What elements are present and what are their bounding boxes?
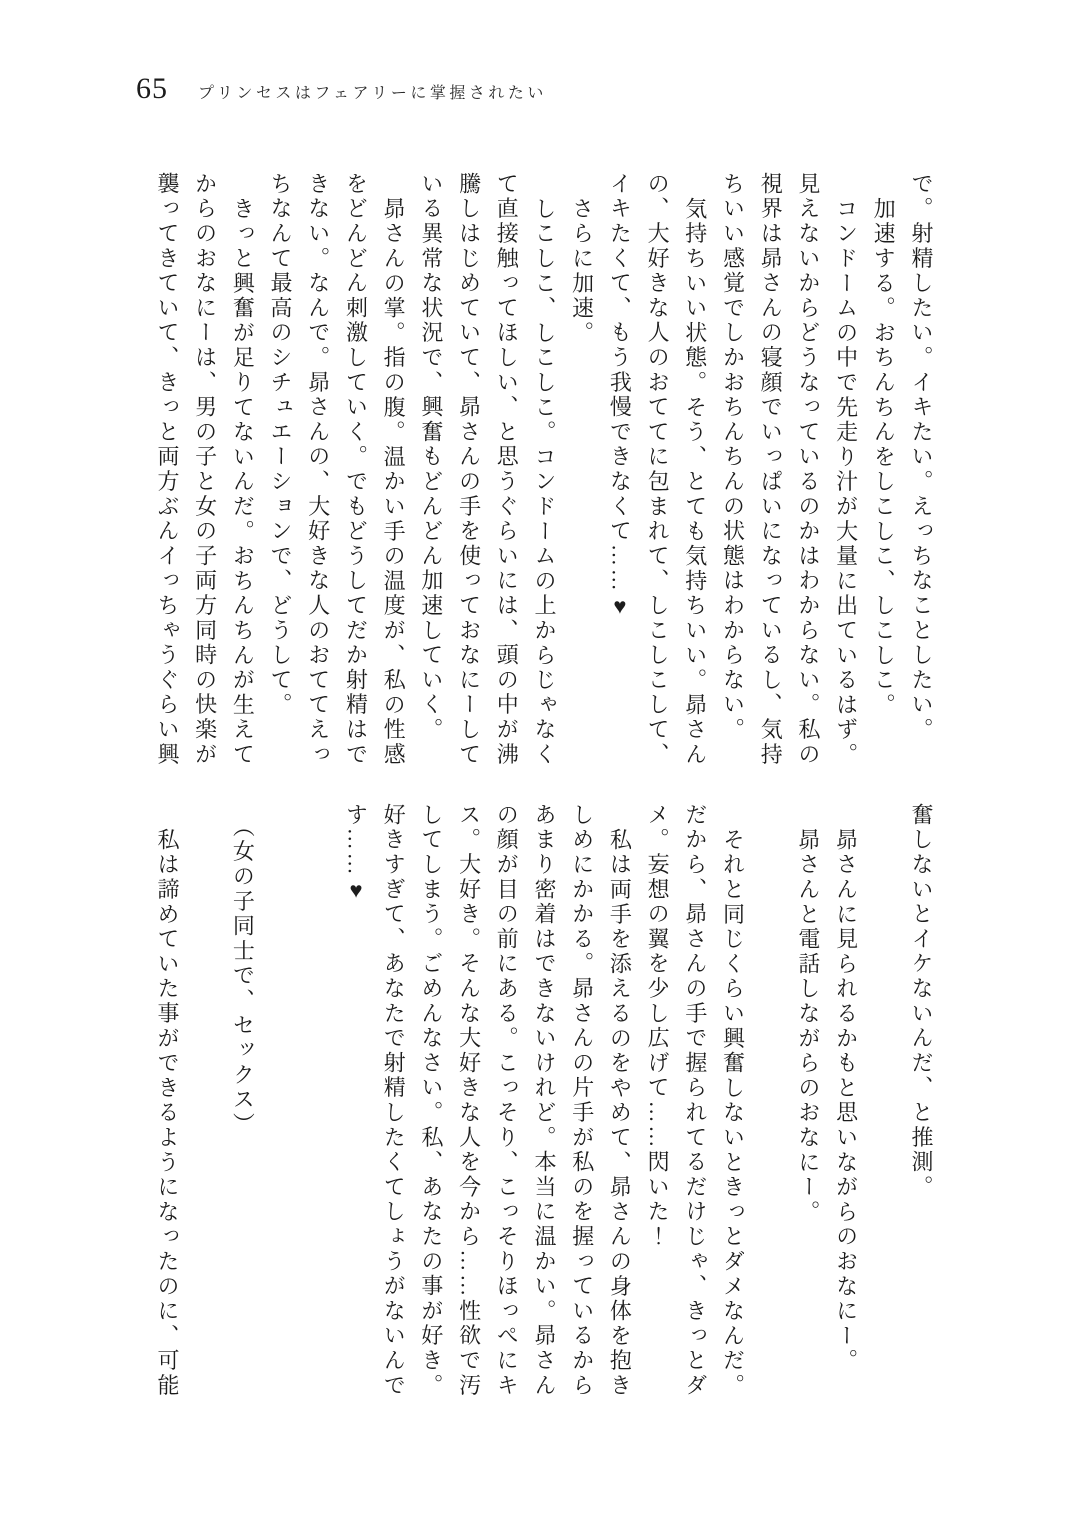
paragraph-aside: （女の子同士で、セックス） — [230, 815, 256, 1138]
paragraph: さらに加速。 — [569, 197, 595, 346]
paragraph: それと同じくらい興奮しないときっとダメなんだ。だから、昴さんの手で握られてるだけじゃ、きっとダメ。妄想の翼を少し広げて……閃いた！ — [645, 803, 746, 1399]
paragraph: 私は両手を添えるのをやめて、昴さんの身体を抱きしめにかかる。昴さんの片手が私のを握っているからあまり密着はできないけれど。本当に温かい。昴さんの顔が目の前にある。こっそり、こっそりほっぺにキス。大好き。そんな大好きな人を今から……性欲で汚してしまう。ごめんなさい。私、あなたの事が好き。好きすぎて、あなたで射精したくてしょうがないんです……♥ — [343, 803, 633, 1399]
paragraph: しこしこ、しこしこ。コンドームの上からじゃなくて直接触ってほしい、と思うぐらいには、頭の中が沸騰しはじめていて、昴さんの手を使っておなにーしている異常な状況で、興奮もどんどん加速していく。 — [418, 172, 557, 768]
lower-text-block — [148, 803, 940, 1399]
paragraph: で。射精したい。イキたい。えっちなことしたい。 — [909, 172, 934, 743]
paragraph: 昴さんの掌。指の腹。温かい手の温度が、私の性感をどんどん刺激していく。でもどうしてだか射精はできない。なんで。昴さんの、大好きな人のおててえっちなんて最高のシチュエーションで、どうして。 — [268, 172, 407, 768]
header-title: プリンセスはフェアリーに掌握されたい — [198, 85, 547, 102]
paragraph: 加速する。おちんちんをしこしこ、しこしこ。 — [871, 197, 897, 718]
paragraph: 昴さんと電話しながらのおなにー。 — [795, 828, 821, 1225]
page-number: 65 — [136, 72, 168, 105]
paragraph: きっと興奮が足りてないんだ。おちんちんが生えてからのおなにーは、男の子と女の子両方同時の快楽が襲ってきていて、きっと両方ぶんイっちゃうぐらい興 — [154, 172, 256, 768]
paragraph: 私は諦めていた事ができるようになったのに、可能 — [155, 828, 180, 1399]
paragraph: 気持ちいい状態。そう、とても気持ちいい。昴さんの、大好きな人のおててに包まれて、しこしこして、イキたくて、もう我慢できなくて……♥ — [607, 172, 708, 768]
paragraph: 昴さんに見られるかもと思いながらのおなにー。 — [833, 828, 859, 1374]
upper-text-block — [148, 172, 940, 768]
running-head — [136, 72, 547, 106]
paragraph: 奮しないとイケないんだ、と推測。 — [909, 803, 934, 1200]
paragraph: コンドームの中で先走り汁が大量に出ているはず。見えないからどうなっているのかはわからない。私の視界は昴さんの寝顔でいっぱいになっているし、気持ちいい感覚でしかおちんちんの状態はわからない。 — [720, 172, 859, 768]
